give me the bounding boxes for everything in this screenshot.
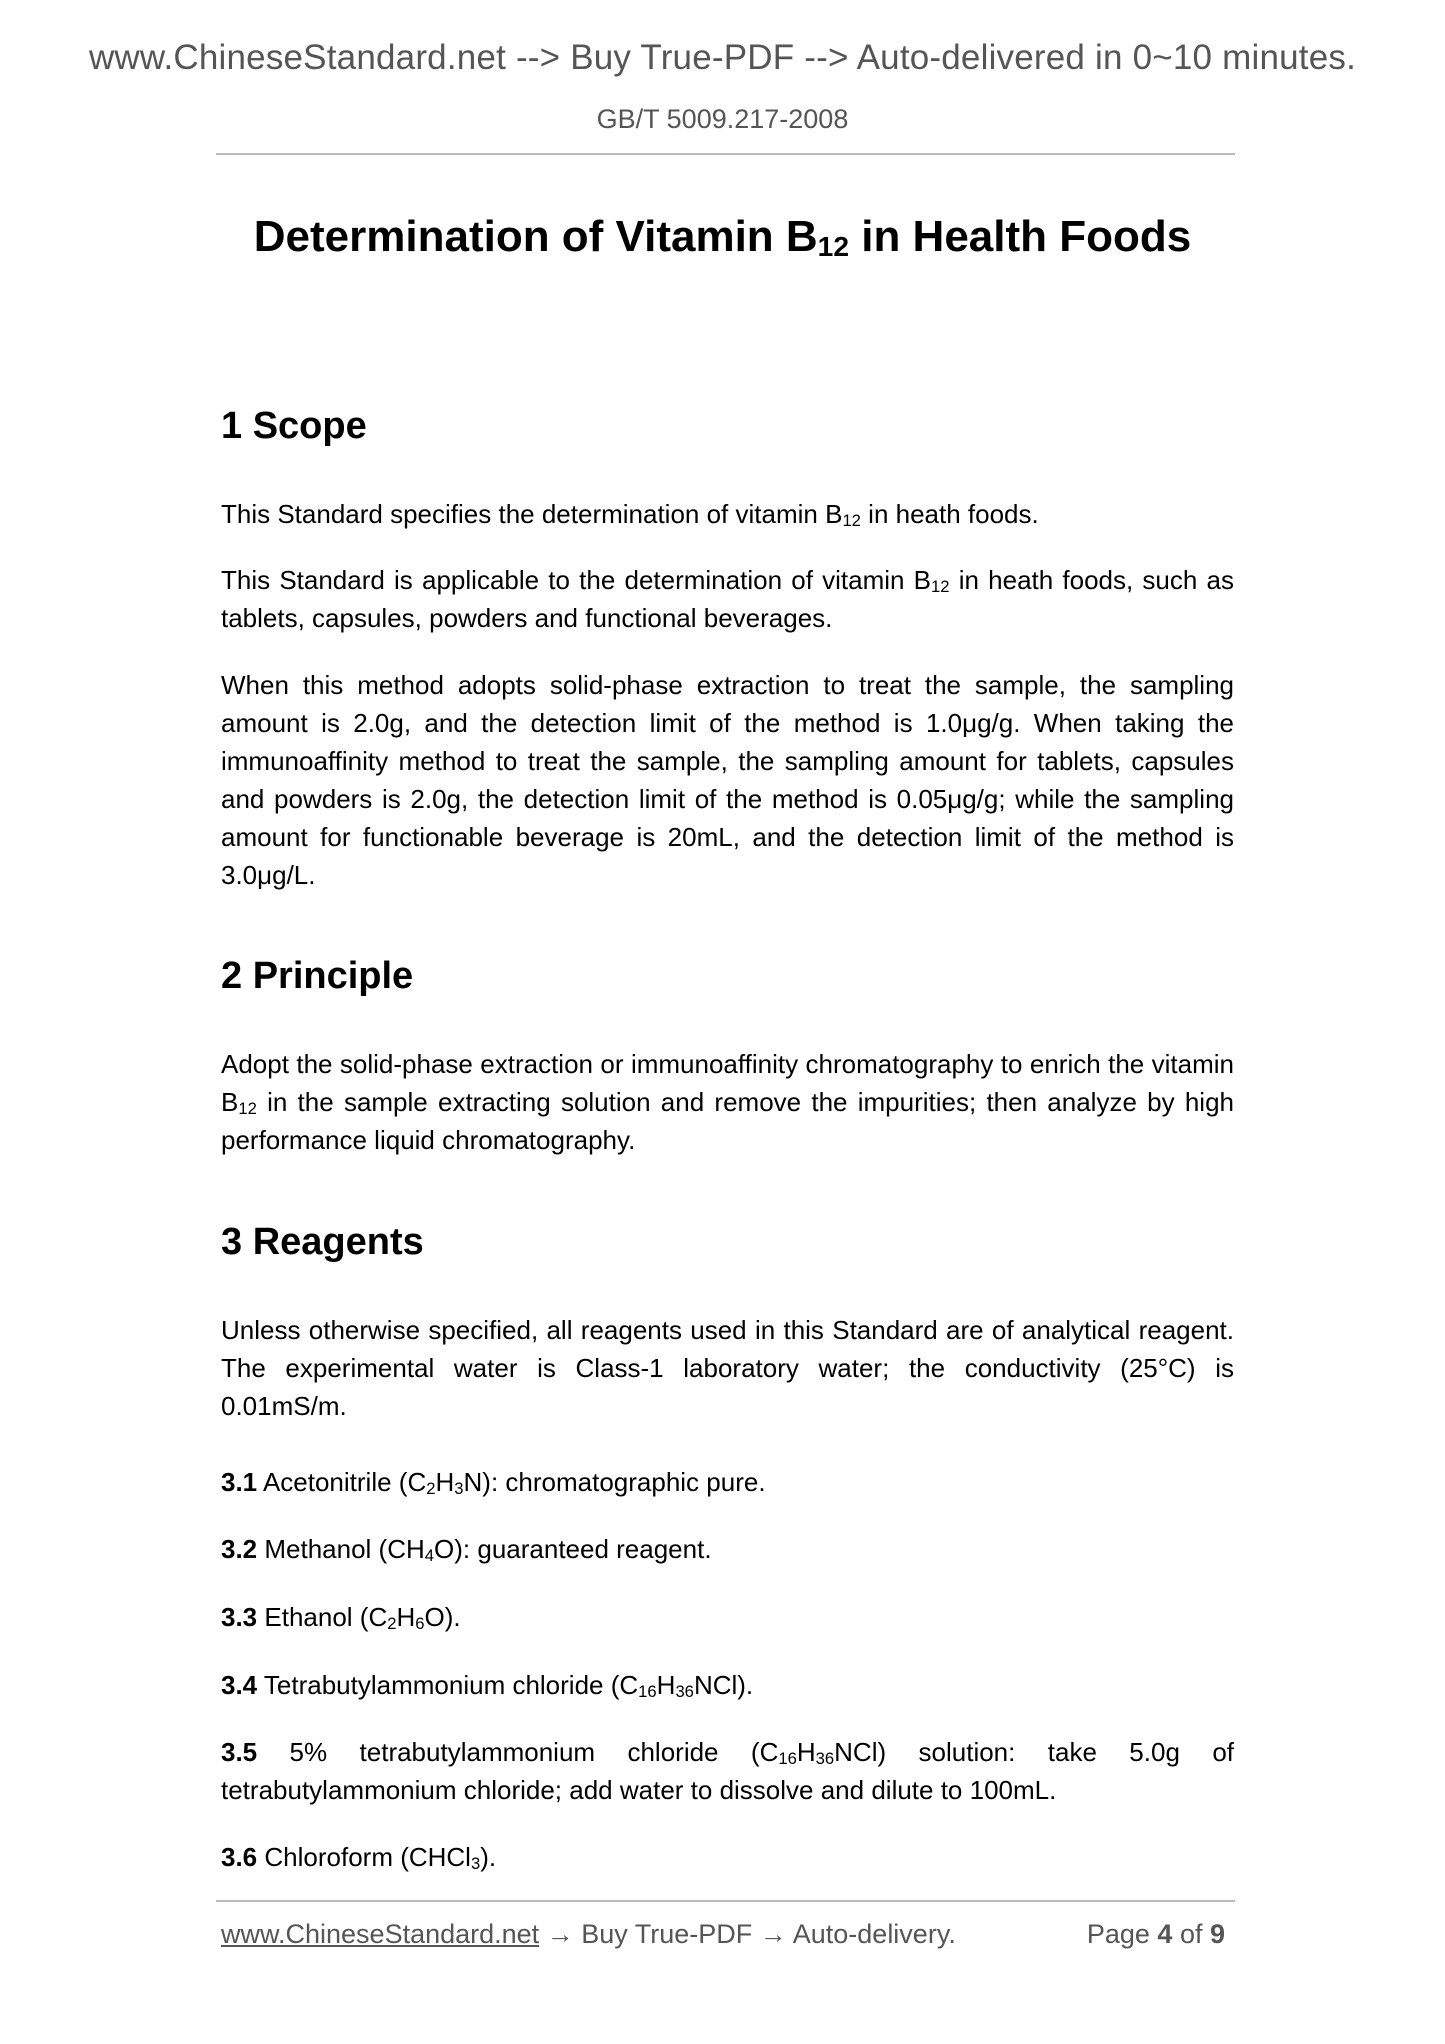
subscript: 3 <box>470 1853 481 1873</box>
section-heading-scope: 1 Scope <box>221 405 367 447</box>
text-run: NCl). <box>693 1670 754 1700</box>
text-run: in heath foods, such as tablets, capsules, powders and functional beverages. <box>221 565 1235 633</box>
text-run: Chloroform (CHCl <box>257 1842 471 1872</box>
subscript: 16 <box>778 1748 797 1768</box>
text-run: Tetrabutylammonium chloride (C <box>257 1670 639 1700</box>
subscript: 16 <box>638 1681 657 1701</box>
item-number: 3.6 <box>221 1842 258 1872</box>
text-run: This Standard is applicable to the determination of vitamin B <box>221 565 932 595</box>
section-heading-principle: 2 Principle <box>221 955 414 997</box>
principle-paragraph <box>221 1045 1234 1159</box>
subscript: 12 <box>931 576 950 596</box>
text-run: Acetonitrile (C <box>257 1467 427 1497</box>
reagent-item <box>221 1733 1234 1809</box>
item-number: 3.1 <box>221 1467 258 1497</box>
subscript: 36 <box>815 1748 835 1768</box>
item-number: 3.2 <box>221 1534 258 1564</box>
reagents-intro: Unless otherwise specified, all reagents used in this Standard are of analytical reagent. The experimental water is Class-1 laboratory water; the conductivity (25°C) is 0.01mS/m. <box>221 1315 1234 1421</box>
text-run: H <box>796 1737 816 1767</box>
reagent-item <box>221 1463 1234 1501</box>
text-run: in the sample extracting solution and remove the impurities; then analyze by high performance liquid chromatography. <box>221 1087 1234 1155</box>
text-run: in heath foods. <box>860 499 1039 529</box>
title-text: Determination of Vitamin B <box>253 212 818 261</box>
text-run: NCl) solution: take 5.0g of tetrabutylammonium chloride; add water to dissolve and dilute to 100mL. <box>221 1737 1234 1805</box>
scope-paragraph-3: When this method adopts solid-phase extraction to treat the sample, the sampling amount is 2.0g, and the detection limit of the method is 1.0μg/g. When taking the immunoaffinity method to treat the sample, the sampling amount for tablets, capsules and powders is 2.0g, the detection limit of the method is 0.05μg/g; while the sampling amount for functionable beverage is 20mL, and the detection limit of the method is 3.0μg/L. <box>221 670 1234 890</box>
scope-paragraph-1 <box>221 495 1234 533</box>
reagent-item <box>221 1530 1234 1568</box>
title-text-end: in Health Foods <box>849 212 1192 261</box>
footer-promo-text: → Buy True-PDF → Auto-delivery. <box>539 1919 956 1949</box>
document-title <box>0 212 1445 262</box>
reagent-item <box>221 1838 1234 1876</box>
page-total: 9 <box>1209 1919 1225 1949</box>
text-run: This Standard specifies the determination of vitamin B <box>221 499 843 529</box>
page-label: Page <box>1086 1919 1158 1949</box>
subscript: 3 <box>454 1478 464 1498</box>
text-run: N): chromatographic pure. <box>463 1467 766 1497</box>
subscript: 12 <box>238 1098 257 1118</box>
page-current: 4 <box>1157 1919 1173 1949</box>
text-run: H <box>435 1467 455 1497</box>
header-divider <box>216 153 1235 155</box>
text-run: O): guaranteed reagent. <box>434 1534 712 1564</box>
item-number: 3.5 <box>221 1737 258 1767</box>
scope-paragraph-2 <box>221 561 1234 637</box>
top-banner: www.ChineseStandard.net --> Buy True-PDF --> Auto-delivered in 0~10 minutes. <box>88 38 1357 77</box>
text-run: O). <box>424 1602 461 1632</box>
reagent-item <box>221 1666 1234 1704</box>
footer-promo <box>221 1919 956 1950</box>
text-run: ). <box>480 1842 497 1872</box>
page-indicator <box>1087 1919 1225 1950</box>
subscript: 4 <box>424 1545 435 1565</box>
text-run: Ethanol (C <box>257 1602 388 1632</box>
subscript: 2 <box>426 1478 436 1498</box>
text-run: H <box>656 1670 676 1700</box>
text-run: Adopt the solid-phase extraction or immunoaffinity chromatography to enrich the vitamin B <box>221 1049 1234 1117</box>
page-of: of <box>1172 1919 1210 1949</box>
item-number: 3.4 <box>221 1670 258 1700</box>
footer-divider <box>216 1900 1235 1902</box>
subscript: 6 <box>415 1613 425 1633</box>
text-run: H <box>396 1602 416 1632</box>
section-heading-reagents: 3 Reagents <box>221 1221 424 1263</box>
title-subscript: 12 <box>817 231 849 263</box>
subscript: 12 <box>842 510 861 530</box>
footer-site-link[interactable]: www.ChineseStandard.net <box>221 1919 540 1949</box>
text-run: Methanol (CH <box>257 1534 425 1564</box>
reagent-item <box>221 1598 1234 1636</box>
item-number: 3.3 <box>221 1602 258 1632</box>
text-run: 5% tetrabutylammonium chloride (C <box>257 1737 779 1767</box>
subscript: 2 <box>387 1613 397 1633</box>
standard-code: GB/T 5009.217-2008 <box>596 104 849 134</box>
subscript: 36 <box>675 1681 694 1701</box>
